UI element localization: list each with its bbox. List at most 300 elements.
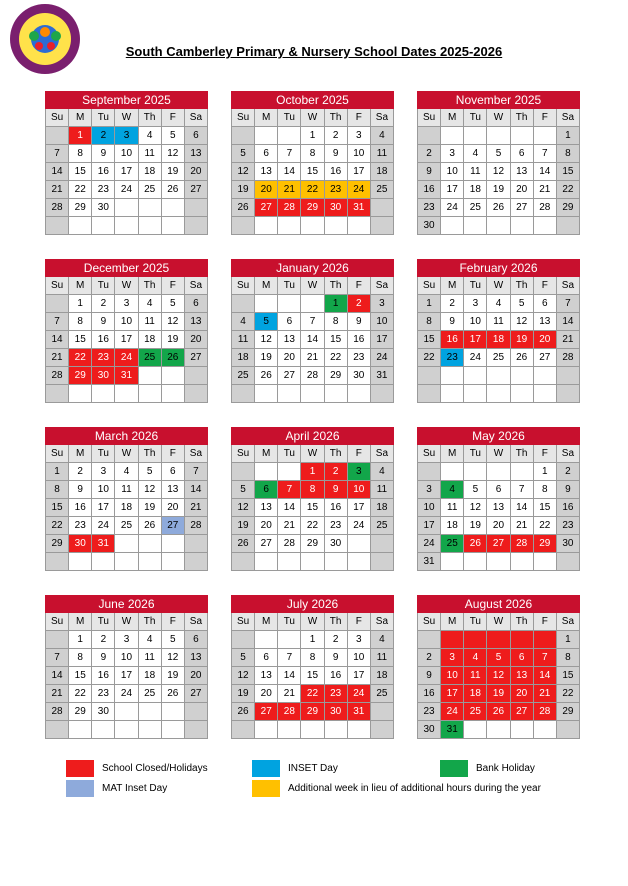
day-name: Tu: [464, 445, 487, 463]
day-name: M: [69, 277, 92, 295]
date-cell: 16: [418, 685, 441, 703]
date-cell: [510, 631, 533, 649]
day-name: Su: [418, 109, 441, 127]
date-cell: 23: [92, 181, 115, 199]
date-cell: 7: [46, 313, 69, 331]
date-cell: 11: [232, 331, 255, 349]
date-cell: 27: [255, 535, 278, 553]
date-cell: 8: [301, 649, 324, 667]
date-cell: 9: [324, 481, 347, 499]
day-name: F: [533, 277, 556, 295]
date-cell: 30: [324, 535, 347, 553]
date-cell: [69, 721, 92, 739]
date-cell: [255, 127, 278, 145]
date-cell: 11: [464, 667, 487, 685]
date-cell: 3: [115, 631, 138, 649]
date-cell: 25: [370, 685, 393, 703]
date-cell: [533, 631, 556, 649]
date-cell: [138, 385, 161, 403]
day-name: Su: [232, 109, 255, 127]
date-cell: 3: [441, 649, 464, 667]
date-cell: 13: [487, 499, 510, 517]
date-cell: [278, 463, 301, 481]
date-cell: 22: [533, 517, 556, 535]
date-cell: 23: [418, 199, 441, 217]
date-cell: 15: [556, 667, 579, 685]
date-cell: [184, 535, 207, 553]
date-cell: 26: [232, 703, 255, 721]
date-cell: 19: [232, 685, 255, 703]
date-cell: [487, 385, 510, 403]
date-cell: 28: [301, 367, 324, 385]
date-cell: 21: [533, 181, 556, 199]
date-cell: 12: [487, 667, 510, 685]
day-name: Tu: [278, 277, 301, 295]
date-cell: [255, 217, 278, 235]
date-cell: 18: [138, 163, 161, 181]
date-cell: 17: [441, 181, 464, 199]
date-cell: 20: [184, 163, 207, 181]
date-cell: 19: [161, 331, 184, 349]
date-cell: 10: [347, 145, 370, 163]
day-name: Su: [46, 109, 69, 127]
date-cell: [533, 217, 556, 235]
date-cell: 27: [487, 535, 510, 553]
date-cell: 26: [487, 703, 510, 721]
date-cell: 14: [556, 313, 579, 331]
day-name: Tu: [278, 445, 301, 463]
date-cell: 9: [556, 481, 579, 499]
day-name: Th: [138, 277, 161, 295]
date-cell: 25: [464, 199, 487, 217]
date-cell: 30: [324, 703, 347, 721]
date-cell: 22: [301, 517, 324, 535]
date-cell: [161, 703, 184, 721]
day-name: Tu: [92, 109, 115, 127]
date-cell: [418, 631, 441, 649]
date-cell: [184, 217, 207, 235]
date-cell: 23: [324, 517, 347, 535]
date-cell: [510, 217, 533, 235]
date-cell: 21: [278, 517, 301, 535]
date-cell: [115, 721, 138, 739]
date-cell: 15: [69, 163, 92, 181]
date-cell: 16: [324, 163, 347, 181]
date-cell: 3: [92, 463, 115, 481]
date-cell: 16: [69, 499, 92, 517]
date-cell: [69, 385, 92, 403]
date-cell: [46, 295, 69, 313]
day-name: W: [115, 277, 138, 295]
date-cell: [533, 367, 556, 385]
day-name: Tu: [92, 277, 115, 295]
date-cell: 18: [138, 667, 161, 685]
date-cell: 28: [533, 199, 556, 217]
date-cell: 27: [184, 685, 207, 703]
date-cell: 16: [92, 667, 115, 685]
date-cell: [510, 367, 533, 385]
date-cell: 24: [370, 349, 393, 367]
date-cell: [324, 721, 347, 739]
date-cell: [347, 721, 370, 739]
date-cell: 3: [347, 127, 370, 145]
date-cell: 18: [464, 181, 487, 199]
date-cell: [184, 553, 207, 571]
date-cell: 6: [533, 295, 556, 313]
legend-swatch-bank: [440, 760, 468, 777]
date-cell: 11: [370, 481, 393, 499]
date-cell: 12: [138, 481, 161, 499]
day-name: F: [533, 109, 556, 127]
date-cell: [115, 703, 138, 721]
date-cell: 1: [69, 127, 92, 145]
date-cell: 6: [184, 295, 207, 313]
day-name: Su: [418, 277, 441, 295]
date-cell: 29: [556, 703, 579, 721]
date-cell: [464, 631, 487, 649]
date-cell: 30: [347, 367, 370, 385]
date-cell: 9: [347, 313, 370, 331]
legend-label-inset: INSET Day: [288, 763, 338, 774]
date-cell: 19: [138, 499, 161, 517]
date-cell: 24: [347, 181, 370, 199]
date-cell: 7: [556, 295, 579, 313]
date-cell: [255, 721, 278, 739]
day-name: M: [255, 277, 278, 295]
date-cell: [184, 199, 207, 217]
date-cell: 7: [510, 481, 533, 499]
day-name: Su: [46, 277, 69, 295]
date-cell: 19: [232, 181, 255, 199]
date-cell: [138, 721, 161, 739]
date-cell: 7: [278, 649, 301, 667]
date-cell: [370, 199, 393, 217]
day-name: Tu: [278, 613, 301, 631]
day-name: W: [115, 109, 138, 127]
date-cell: 2: [92, 631, 115, 649]
date-cell: 26: [510, 349, 533, 367]
date-cell: [69, 217, 92, 235]
date-cell: 23: [347, 349, 370, 367]
date-cell: [92, 385, 115, 403]
date-cell: [184, 703, 207, 721]
day-name: Tu: [92, 445, 115, 463]
date-cell: [138, 535, 161, 553]
date-cell: 29: [301, 199, 324, 217]
date-cell: 30: [92, 703, 115, 721]
date-cell: 20: [278, 349, 301, 367]
date-cell: 26: [232, 535, 255, 553]
date-cell: 31: [418, 553, 441, 571]
date-cell: 22: [69, 349, 92, 367]
date-cell: 4: [370, 631, 393, 649]
date-cell: 18: [487, 331, 510, 349]
date-cell: 1: [69, 295, 92, 313]
day-name: F: [533, 445, 556, 463]
day-name: Th: [324, 109, 347, 127]
date-cell: 9: [418, 667, 441, 685]
date-cell: 25: [232, 367, 255, 385]
date-cell: 14: [510, 499, 533, 517]
date-cell: [115, 199, 138, 217]
day-name: Th: [510, 277, 533, 295]
date-cell: 28: [278, 703, 301, 721]
date-cell: [232, 463, 255, 481]
day-name: Sa: [370, 613, 393, 631]
month-calendar: [231, 427, 394, 571]
date-cell: 14: [46, 331, 69, 349]
date-cell: 15: [533, 499, 556, 517]
date-cell: [115, 385, 138, 403]
day-name: M: [69, 445, 92, 463]
date-cell: 18: [370, 499, 393, 517]
date-cell: 22: [69, 685, 92, 703]
date-cell: 22: [556, 685, 579, 703]
date-cell: [464, 553, 487, 571]
date-cell: 28: [556, 349, 579, 367]
date-cell: 20: [510, 685, 533, 703]
date-cell: 19: [487, 181, 510, 199]
month-calendar: [45, 427, 208, 571]
date-cell: [184, 721, 207, 739]
date-cell: 2: [556, 463, 579, 481]
date-cell: 27: [510, 199, 533, 217]
date-cell: 15: [324, 331, 347, 349]
date-cell: 20: [184, 331, 207, 349]
date-cell: 9: [69, 481, 92, 499]
date-cell: 4: [464, 145, 487, 163]
date-cell: 29: [69, 367, 92, 385]
day-name: Sa: [370, 445, 393, 463]
date-cell: 26: [487, 199, 510, 217]
date-cell: 13: [278, 331, 301, 349]
date-cell: 31: [441, 721, 464, 739]
month-calendar: [417, 91, 580, 235]
date-cell: [441, 553, 464, 571]
date-cell: 23: [92, 685, 115, 703]
date-cell: 21: [533, 685, 556, 703]
date-cell: [441, 631, 464, 649]
date-cell: 4: [464, 649, 487, 667]
date-cell: 2: [92, 127, 115, 145]
month-name: May 2026: [418, 428, 580, 445]
legend-label-mat: MAT Inset Day: [102, 783, 168, 794]
date-cell: [347, 385, 370, 403]
date-cell: 16: [556, 499, 579, 517]
date-cell: 8: [301, 145, 324, 163]
date-cell: 15: [69, 331, 92, 349]
month-name: October 2025: [232, 92, 394, 109]
day-name: W: [487, 109, 510, 127]
date-cell: [92, 217, 115, 235]
date-cell: [347, 553, 370, 571]
date-cell: 20: [255, 181, 278, 199]
date-cell: [301, 721, 324, 739]
day-name: Th: [138, 445, 161, 463]
month-name: December 2025: [46, 260, 208, 277]
day-name: Sa: [556, 613, 579, 631]
date-cell: 25: [138, 349, 161, 367]
date-cell: [418, 367, 441, 385]
date-cell: 5: [161, 295, 184, 313]
date-cell: 15: [46, 499, 69, 517]
date-cell: 14: [533, 163, 556, 181]
date-cell: 11: [115, 481, 138, 499]
date-cell: 2: [418, 145, 441, 163]
date-cell: 23: [556, 517, 579, 535]
date-cell: 9: [324, 649, 347, 667]
date-cell: [441, 385, 464, 403]
date-cell: [464, 463, 487, 481]
date-cell: 1: [46, 463, 69, 481]
date-cell: [370, 553, 393, 571]
legend-swatch-additional: [252, 780, 280, 797]
date-cell: 6: [487, 481, 510, 499]
date-cell: 7: [278, 481, 301, 499]
month-name: July 2026: [232, 596, 394, 613]
date-cell: 24: [441, 703, 464, 721]
day-name: M: [441, 277, 464, 295]
date-cell: 29: [46, 535, 69, 553]
date-cell: 13: [184, 313, 207, 331]
month-name: June 2026: [46, 596, 208, 613]
date-cell: 27: [161, 517, 184, 535]
date-cell: 2: [324, 631, 347, 649]
date-cell: 11: [370, 145, 393, 163]
day-name: M: [441, 445, 464, 463]
date-cell: 1: [301, 127, 324, 145]
date-cell: 13: [184, 145, 207, 163]
date-cell: 10: [441, 163, 464, 181]
day-name: M: [255, 109, 278, 127]
day-name: F: [161, 109, 184, 127]
date-cell: [510, 385, 533, 403]
date-cell: [510, 721, 533, 739]
date-cell: 22: [324, 349, 347, 367]
date-cell: 17: [92, 499, 115, 517]
date-cell: 20: [255, 517, 278, 535]
date-cell: [232, 127, 255, 145]
date-cell: 30: [418, 217, 441, 235]
date-cell: 12: [464, 499, 487, 517]
date-cell: 15: [69, 667, 92, 685]
date-cell: 31: [370, 367, 393, 385]
date-cell: 30: [92, 199, 115, 217]
date-cell: 28: [46, 367, 69, 385]
date-cell: [138, 367, 161, 385]
date-cell: 14: [533, 667, 556, 685]
date-cell: 8: [69, 313, 92, 331]
date-cell: 7: [278, 145, 301, 163]
date-cell: 18: [115, 499, 138, 517]
date-cell: 6: [161, 463, 184, 481]
date-cell: 11: [138, 145, 161, 163]
date-cell: [115, 535, 138, 553]
date-cell: [301, 295, 324, 313]
month-calendar: [231, 259, 394, 403]
day-name: W: [301, 613, 324, 631]
day-name: F: [533, 613, 556, 631]
date-cell: [161, 535, 184, 553]
date-cell: [370, 703, 393, 721]
date-cell: 27: [533, 349, 556, 367]
date-cell: 15: [556, 163, 579, 181]
date-cell: [278, 553, 301, 571]
date-cell: 5: [161, 631, 184, 649]
date-cell: [464, 217, 487, 235]
date-cell: 19: [161, 667, 184, 685]
date-cell: [418, 127, 441, 145]
date-cell: 13: [255, 499, 278, 517]
date-cell: 10: [347, 649, 370, 667]
date-cell: 12: [232, 163, 255, 181]
month-name: September 2025: [46, 92, 208, 109]
month-calendar: [45, 595, 208, 739]
date-cell: [161, 385, 184, 403]
date-cell: 30: [556, 535, 579, 553]
day-name: Sa: [184, 277, 207, 295]
date-cell: 29: [324, 367, 347, 385]
date-cell: 28: [46, 199, 69, 217]
legend-swatch-closed: [66, 760, 94, 777]
date-cell: [278, 631, 301, 649]
date-cell: 5: [255, 313, 278, 331]
date-cell: 20: [161, 499, 184, 517]
date-cell: 6: [255, 481, 278, 499]
date-cell: 3: [347, 631, 370, 649]
date-cell: [161, 217, 184, 235]
day-name: Th: [138, 613, 161, 631]
date-cell: 30: [92, 367, 115, 385]
date-cell: 9: [324, 145, 347, 163]
date-cell: [464, 367, 487, 385]
date-cell: 24: [441, 199, 464, 217]
day-name: W: [115, 445, 138, 463]
date-cell: 31: [115, 367, 138, 385]
date-cell: 1: [69, 631, 92, 649]
date-cell: 19: [161, 163, 184, 181]
date-cell: 20: [533, 331, 556, 349]
date-cell: 10: [441, 667, 464, 685]
date-cell: 16: [324, 499, 347, 517]
date-cell: 23: [324, 181, 347, 199]
day-name: W: [487, 613, 510, 631]
date-cell: [370, 217, 393, 235]
date-cell: 12: [232, 667, 255, 685]
date-cell: 5: [232, 145, 255, 163]
date-cell: 13: [510, 667, 533, 685]
date-cell: 24: [347, 685, 370, 703]
date-cell: 16: [92, 163, 115, 181]
date-cell: [324, 217, 347, 235]
date-cell: 25: [464, 703, 487, 721]
date-cell: 4: [370, 463, 393, 481]
date-cell: 16: [347, 331, 370, 349]
date-cell: 14: [46, 163, 69, 181]
legend-swatch-inset: [252, 760, 280, 777]
date-cell: 24: [464, 349, 487, 367]
date-cell: 12: [232, 499, 255, 517]
date-cell: [464, 127, 487, 145]
day-name: W: [487, 277, 510, 295]
date-cell: 9: [441, 313, 464, 331]
date-cell: 14: [184, 481, 207, 499]
date-cell: 29: [301, 703, 324, 721]
date-cell: 31: [347, 703, 370, 721]
date-cell: 10: [115, 145, 138, 163]
date-cell: 15: [301, 667, 324, 685]
date-cell: 17: [441, 685, 464, 703]
